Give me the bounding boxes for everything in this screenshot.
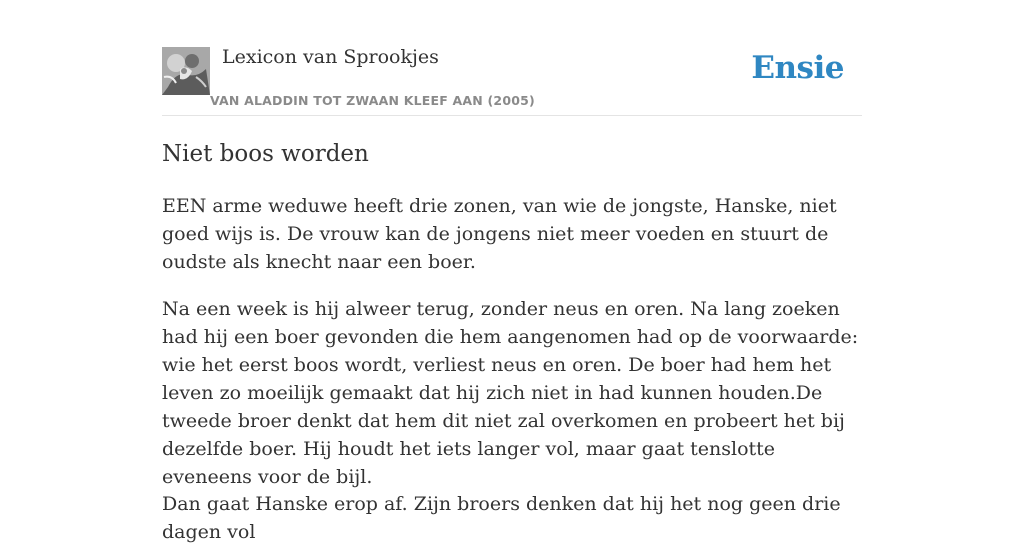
entry-paragraph: Na een week is hij alweer terug, zonder neus en oren. Na lang zoeken had hij een boer gevonden die hem aangenomen had op de voorwaarde: wie het eerst boos wordt, verliest neus en oren. De boer had hem het leven zo moeilijk gemaakt dat hij zich niet in had kunnen houden.De tweede broer denkt dat hem dit niet zal overkomen en probeert het bij dezelfde boer. Hij houdt het iets langer vol, maar gaat tenslotte eveneens voor de bijl. bbox=[162, 298, 859, 488]
brand-logo-link[interactable]: Ensie bbox=[751, 50, 844, 86]
page-container bbox=[162, 0, 862, 543]
book-title-link[interactable]: Lexicon van Sprookjes bbox=[222, 46, 439, 68]
entry-paragraph: EEN arme weduwe heeft drie zonen, van wie de jongste, Hanske, niet goed wijs is. De vrouw kan de jongens niet meer voeden en stuurt de oudste als knecht naar een boer. bbox=[162, 195, 837, 273]
book-cover-avatar[interactable] bbox=[162, 47, 210, 95]
header bbox=[162, 0, 862, 116]
book-subtitle: VAN ALADDIN TOT ZWAAN KLEEF AAN (2005) bbox=[210, 93, 535, 108]
engraving-icon bbox=[162, 47, 210, 95]
entry-title: Niet boos worden bbox=[162, 141, 369, 167]
entry-paragraph: Dan gaat Hanske erop af. Zijn broers denken dat hij het nog geen drie dagen vol bbox=[162, 493, 841, 543]
